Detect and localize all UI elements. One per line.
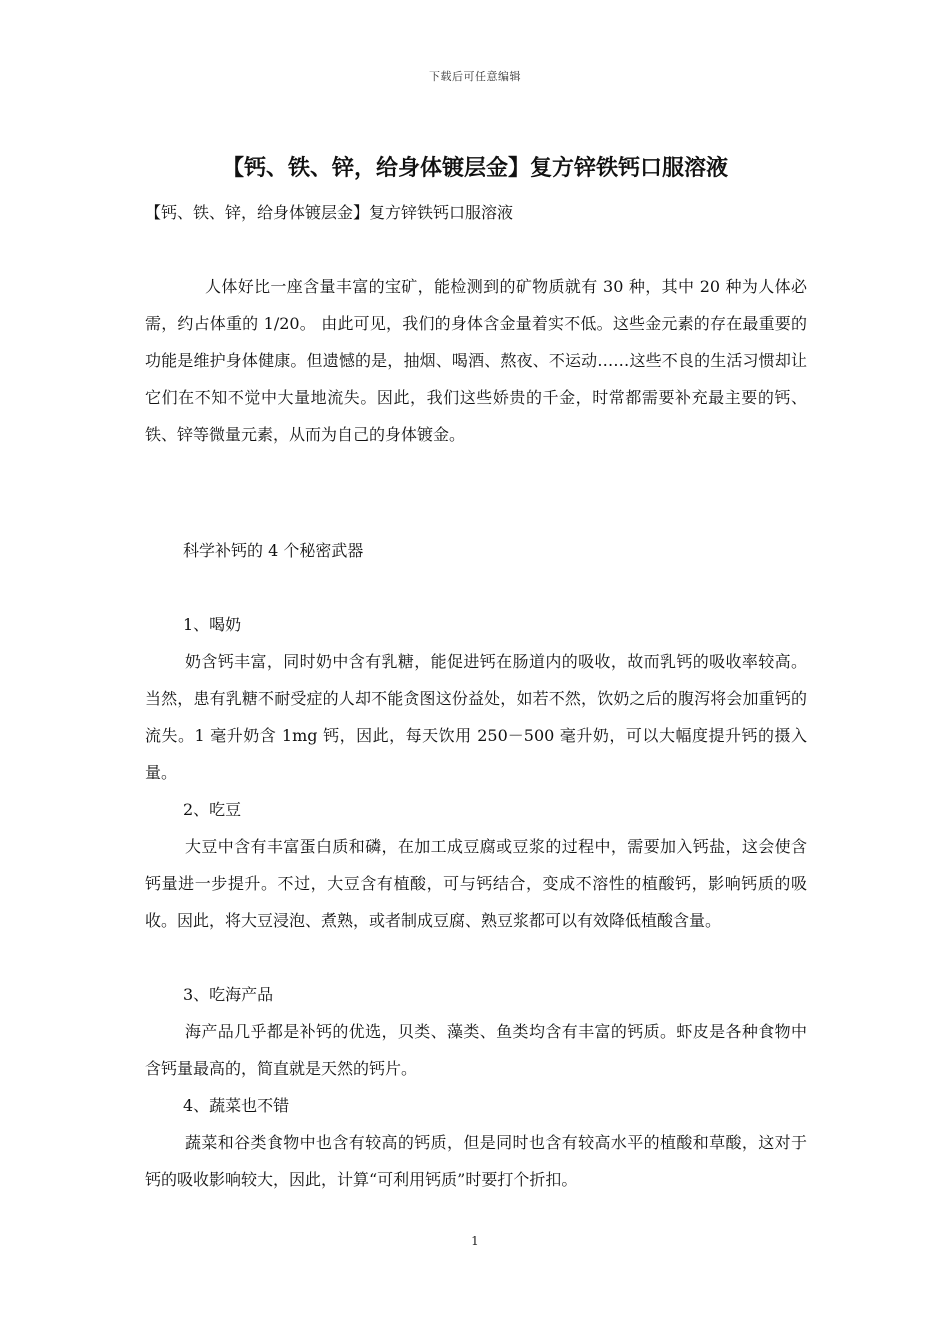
intro-paragraph: 人体好比一座含量丰富的宝矿，能检测到的矿物质就有 30 种，其中 20 种为人体必需，约占体重的 1/20。 由此可见，我们的身体含金量着实不低。这些金元素的存在最重要的功能是维护身体健康。但遗憾的是，抽烟、喝酒、熬夜、不运动……这些不良的生活习惯却让它们在不知不觉中大量地流失。因此，我们这些娇贵的千金，时常都需要补充最主要的钙、铁、锌等微量元素，从而为自己的身体镀金。 [145,277,807,444]
section-paragraph-seafood: 海产品几乎都是补钙的优选，贝类、藻类、鱼类均含有丰富的钙质。虾皮是各种食物中含钙量最高的，简直就是天然的钙片。 [145,1022,807,1078]
page-header-note: 下载后可任意编辑 [429,70,521,83]
section-heading-vegetables: 4、蔬菜也不错 [183,1096,290,1115]
section-heading-seafood: 3、吃海产品 [183,985,274,1004]
weapons-heading: 科学补钙的 4 个秘密武器 [183,541,364,560]
document-subtitle: 【钙、铁、锌，给身体镀层金】复方锌铁钙口服溶液 [145,203,514,222]
section-paragraph-beans: 大豆中含有丰富蛋白质和磷，在加工成豆腐或豆浆的过程中，需要加入钙盐，这会使含钙量进一步提升。不过，大豆含有植酸，可与钙结合，变成不溶性的植酸钙，影响钙质的吸收。因此，将大豆浸泡、煮熟，或者制成豆腐、熟豆浆都可以有效降低植酸含量。 [145,837,807,930]
section-heading-milk: 1、喝奶 [183,615,242,634]
section-paragraph-vegetables: 蔬菜和谷类食物中也含有较高的钙质，但是同时也含有较高水平的植酸和草酸，这对于钙的吸收影响较大，因此，计算“可利用钙质”时要打个折扣。 [145,1133,807,1189]
page-number: 1 [471,1234,479,1248]
document-title: 【钙、铁、锌，给身体镀层金】复方锌铁钙口服溶液 [221,156,728,181]
section-paragraph-milk: 奶含钙丰富，同时奶中含有乳糖，能促进钙在肠道内的吸收，故而乳钙的吸收率较高。当然，患有乳糖不耐受症的人却不能贪图这份益处，如若不然，饮奶之后的腹泻将会加重钙的流失。1 毫升奶含 1mg 钙，因此，每天饮用 250－500 毫升奶，可以大幅度提升钙的摄入量。 [145,652,807,782]
section-heading-beans: 2、吃豆 [183,800,242,819]
